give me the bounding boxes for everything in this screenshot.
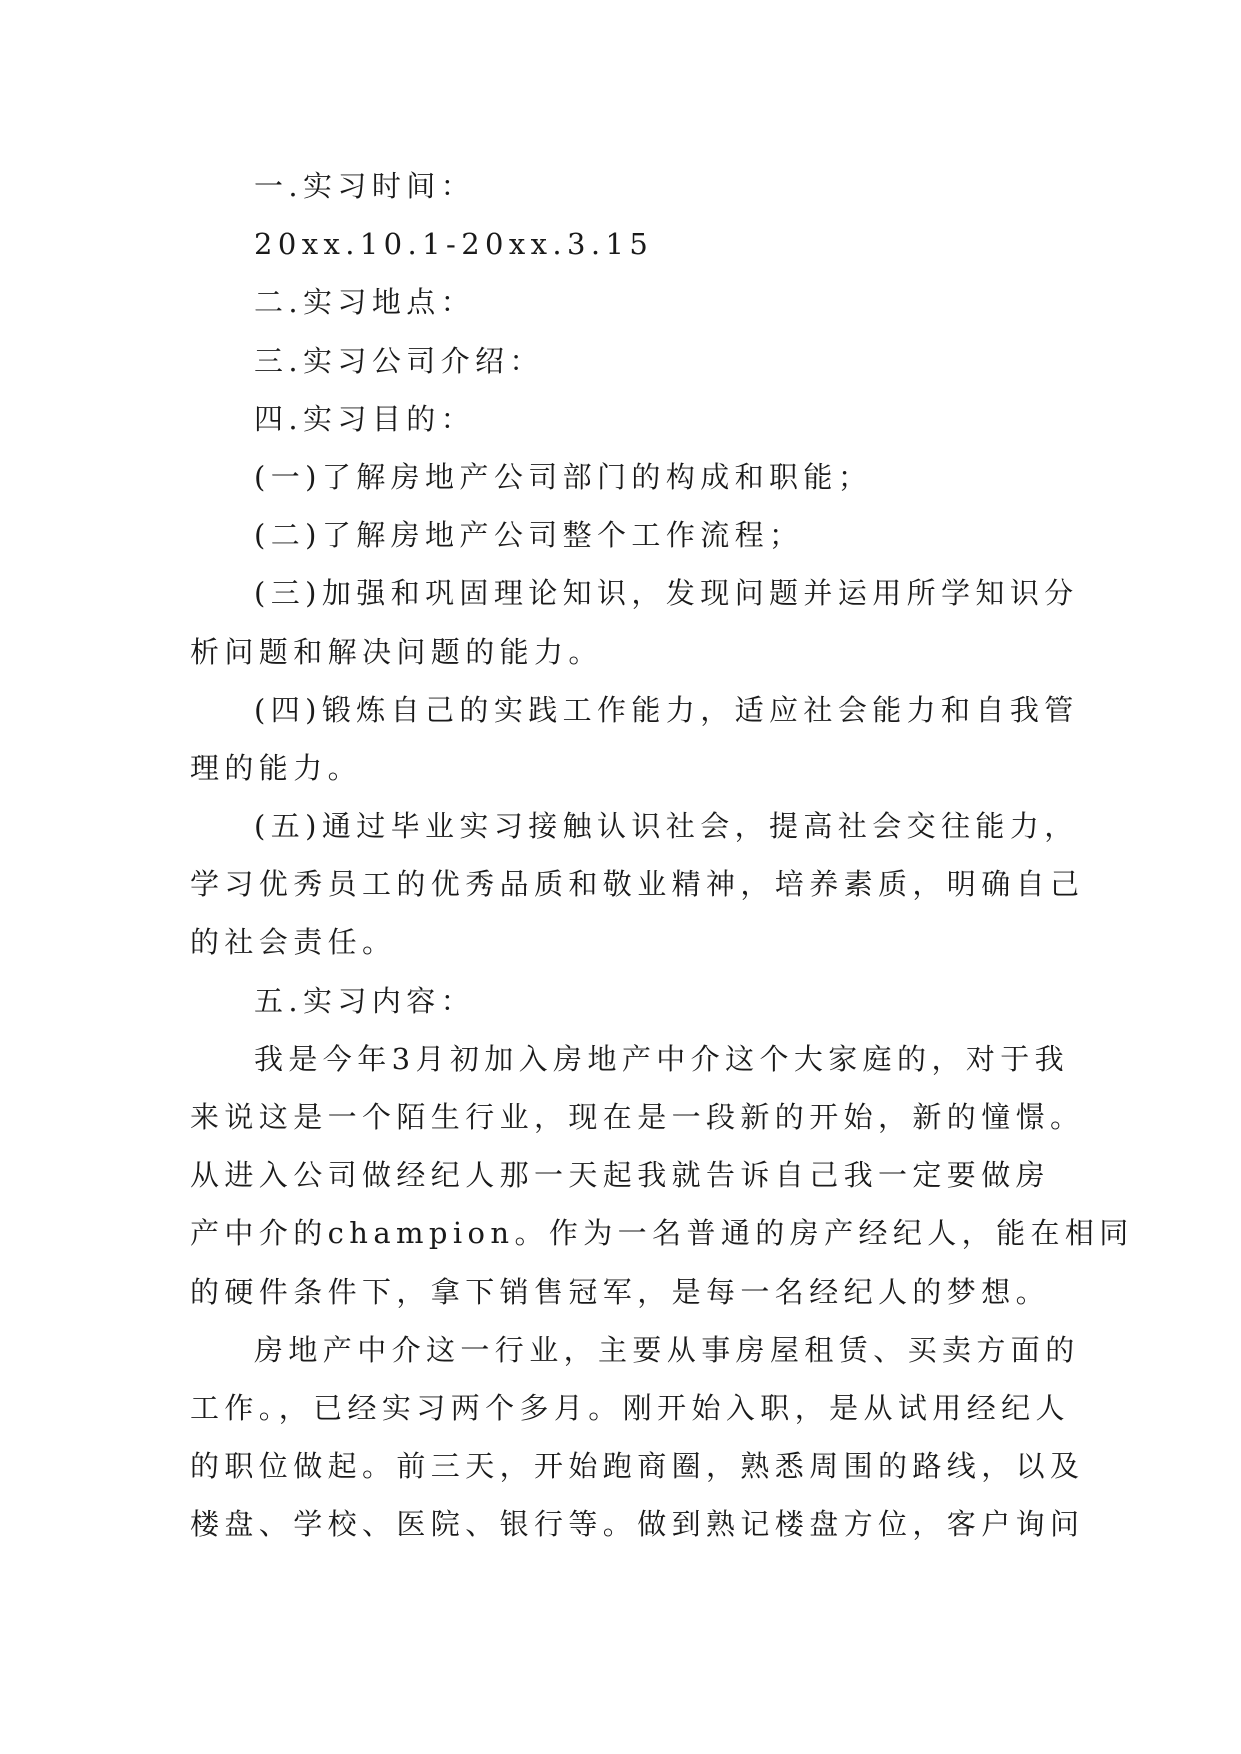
content-paragraph-1-line-2: 来说这是一个陌生行业，现在是一段新的开始，新的憧憬。 [190,1100,1085,1134]
purpose-item-5-line-1: (五)通过毕业实习接触认识社会，提高社会交往能力， [254,809,1079,844]
content-paragraph-1-line-4: 产中介的champion。作为一名普通的房产经纪人，能在相同 [190,1216,1134,1251]
content-paragraph-1-line-3: 从进入公司做经纪人那一天起我就告诉自己我一定要做房 [190,1158,1051,1193]
purpose-item-4-line-2: 理的能力。 [190,750,363,785]
purpose-item-3-line-1: (三)加强和巩固理论知识，发现问题并运用所学知识分 [254,576,1079,611]
purpose-item-3-line-2: 析问题和解决问题的能力。 [190,634,603,669]
heading-internship-content: 五.实习内容： [254,983,476,1018]
content-paragraph-2-line-1: 房地产中介这一行业，主要从事房屋租赁、买卖方面的 [254,1332,1080,1367]
internship-date-range: 20xx.10.1-20xx.3.15 [254,227,654,262]
heading-internship-time: 一.实习时间： [254,169,476,203]
purpose-item-5-line-2: 学习优秀员工的优秀品质和敬业精神，培养素质，明确自己 [190,867,1085,902]
content-paragraph-2-line-3: 的职位做起。前三天，开始跑商圈，熟悉周围的路线，以及 [190,1449,1085,1484]
purpose-item-1: (一)了解房地产公司部门的构成和职能； [254,459,873,494]
content-paragraph-1-line-1: 我是今年3月初加入房地产中介这个大家庭的，对于我 [254,1041,1070,1076]
purpose-item-4-line-1: (四)锻炼自己的实践工作能力，适应社会能力和自我管 [254,692,1079,727]
heading-internship-purpose: 四.实习目的： [254,401,476,436]
purpose-item-2: (二)了解房地产公司整个工作流程； [254,518,804,553]
content-paragraph-2-line-4: 楼盘、学校、医院、银行等。做到熟记楼盘方位，客户询问 [190,1507,1085,1542]
content-paragraph-2-line-2: 工作。，已经实习两个多月。刚开始入职，是从试用经纪人 [190,1390,1070,1425]
document-body [190,157,1134,1554]
purpose-item-5-line-3: 的社会责任。 [190,925,397,960]
heading-company-intro: 三.实习公司介绍： [254,343,544,378]
content-paragraph-1-line-5: 的硬件条件下，拿下销售冠军，是每一名经纪人的梦想。 [190,1274,1051,1309]
heading-internship-location: 二.实习地点： [254,285,476,320]
